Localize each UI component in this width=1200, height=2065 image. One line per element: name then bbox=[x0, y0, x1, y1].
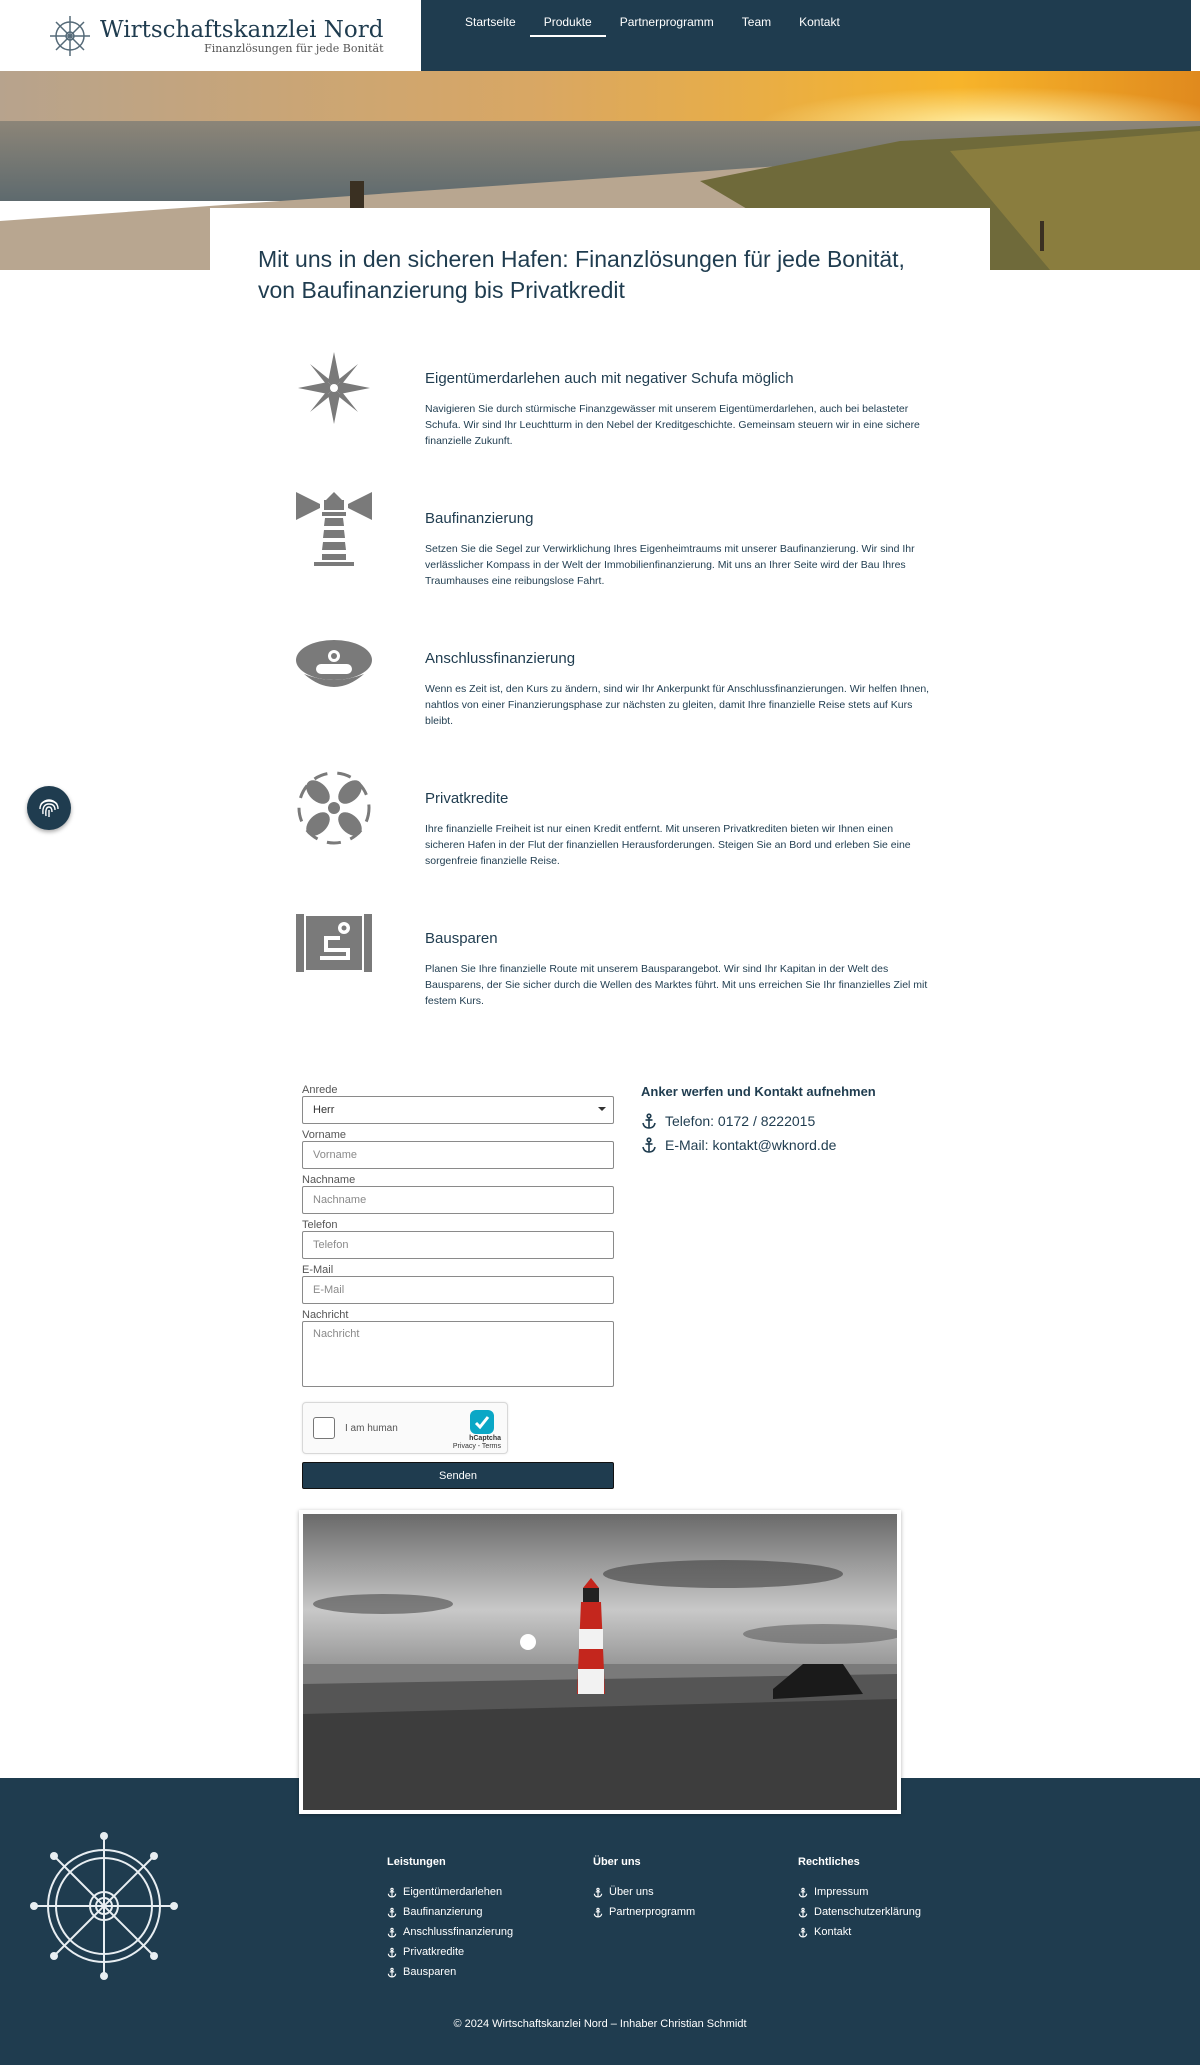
anchor-icon bbox=[593, 1907, 603, 1918]
captain-hat-icon bbox=[296, 630, 372, 706]
brand-title: Wirtschaftskanzlei Nord bbox=[100, 16, 384, 43]
service-title: Baufinanzierung bbox=[425, 510, 534, 527]
footer-link-text: Anschlussfinanzierung bbox=[403, 1926, 514, 1938]
nav-link-team[interactable]: Team bbox=[741, 15, 772, 29]
service-list bbox=[296, 350, 936, 1050]
nav-item-partnerprogramm[interactable] bbox=[606, 15, 728, 37]
contact-info bbox=[641, 1084, 961, 1161]
firstname-label: Vorname bbox=[302, 1129, 347, 1141]
service-item bbox=[296, 350, 936, 490]
content-header bbox=[210, 208, 990, 306]
map-icon bbox=[296, 910, 372, 986]
footer-heading: Rechtliches bbox=[798, 1856, 860, 1868]
footer-link[interactable] bbox=[387, 1886, 513, 1898]
anchor-icon bbox=[387, 1947, 397, 1958]
lighthouse-icon bbox=[296, 490, 372, 566]
firstname-input[interactable] bbox=[302, 1141, 614, 1169]
footer-link-text: Über uns bbox=[609, 1886, 654, 1898]
message-label: Nachricht bbox=[302, 1309, 349, 1321]
footer-link[interactable] bbox=[387, 1926, 513, 1938]
footer-link-text: Impressum bbox=[814, 1886, 869, 1898]
footer-link-text: Eigentümerdarlehen bbox=[403, 1886, 503, 1898]
anchor-icon bbox=[798, 1927, 808, 1938]
nav-link-startseite[interactable]: Startseite bbox=[465, 15, 516, 29]
captcha-brand-name: hCaptcha bbox=[469, 1435, 501, 1442]
logo[interactable] bbox=[0, 0, 421, 71]
compass-rose-icon bbox=[296, 350, 372, 426]
anchor-icon bbox=[387, 1907, 397, 1918]
service-item bbox=[296, 770, 936, 910]
service-title: Privatkredite bbox=[425, 790, 509, 807]
service-text: Wenn es Zeit ist, den Kurs zu ändern, sind wir Ihr Ankerpunkt für Anschlussfinanzierungen. Wir helfen Ihnen, nahtlos von einer Finanzierungsphase zur nächsten zu gleiten, damit Ihre finanzielle Reise stets auf Kurs bleibt. bbox=[425, 683, 930, 727]
footer-link[interactable] bbox=[593, 1886, 695, 1898]
footer-column-leistungen bbox=[387, 1856, 513, 1986]
salutation-value: Herr bbox=[313, 1104, 335, 1116]
anchor-icon bbox=[387, 1927, 397, 1938]
footer-column-ueber-uns bbox=[593, 1856, 695, 1926]
nav-link-kontakt[interactable]: Kontakt bbox=[799, 15, 840, 29]
nav-link-partnerprogramm[interactable]: Partnerprogramm bbox=[619, 15, 714, 29]
anchor-icon bbox=[641, 1113, 657, 1129]
ship-wheel-icon bbox=[30, 1832, 178, 1980]
captcha-links[interactable]: Privacy - Terms bbox=[452, 1443, 501, 1450]
footer-link[interactable] bbox=[798, 1906, 921, 1918]
message-textarea[interactable] bbox=[302, 1321, 614, 1387]
salutation-select[interactable] bbox=[302, 1096, 614, 1124]
footer-column-rechtliches bbox=[798, 1856, 921, 1946]
propeller-icon bbox=[296, 770, 372, 846]
footer-link-text: Bausparen bbox=[403, 1966, 457, 1978]
footer-link[interactable] bbox=[387, 1946, 513, 1958]
lastname-input[interactable] bbox=[302, 1186, 614, 1214]
contact-heading: Anker werfen und Kontakt aufnehmen bbox=[641, 1084, 876, 1099]
anchor-icon bbox=[387, 1887, 397, 1898]
service-text: Ihre finanzielle Freiheit ist nur einen Kredit entfernt. Mit unseren Privatkrediten bieten wir Ihnen einen sicheren Hafen in der Flut der finanziellen Herausforderungen. Steigen Sie an Bord und erleben Sie eine sorgenfreie finanzielle Reise. bbox=[425, 823, 911, 867]
nav-item-team[interactable] bbox=[728, 15, 785, 37]
brand-subtitle: Finanzlösungen für jede Bonität bbox=[204, 41, 384, 55]
email-label: E-Mail bbox=[302, 1264, 334, 1276]
footer-heading: Über uns bbox=[593, 1856, 641, 1868]
lastname-label: Nachname bbox=[302, 1174, 356, 1186]
captcha-brand bbox=[453, 1435, 501, 1451]
nav-link-produkte[interactable]: Produkte bbox=[530, 15, 606, 37]
contact-phone[interactable] bbox=[641, 1113, 961, 1129]
service-title: Anschlussfinanzierung bbox=[425, 650, 576, 667]
footer-link-text: Kontakt bbox=[814, 1926, 852, 1938]
nav-item-produkte[interactable] bbox=[530, 15, 606, 37]
footer-link[interactable] bbox=[798, 1886, 921, 1898]
footer-link[interactable] bbox=[387, 1906, 513, 1918]
hcaptcha-logo-icon bbox=[469, 1409, 495, 1435]
chevron-down-icon bbox=[598, 1107, 606, 1111]
captcha-widget bbox=[302, 1402, 508, 1454]
service-title: Bausparen bbox=[425, 930, 498, 947]
service-text: Setzen Sie die Segel zur Verwirklichung Ihres Eigenheimtraums mit unserer Baufinanzierung. Wir sind Ihr verlässlicher Kompass in der Welt der Immobilienfinanzierung. Mit uns an Ihrer Seite wird der Bau Ihres Traumhauses eine reibungslose Fahrt. bbox=[425, 543, 915, 587]
captcha-checkbox[interactable] bbox=[313, 1417, 335, 1439]
contact-email-text: E-Mail: kontakt@wknord.de bbox=[665, 1137, 837, 1153]
footer-link-text: Partnerprogramm bbox=[609, 1906, 696, 1918]
copyright: © 2024 Wirtschaftskanzlei Nord – Inhaber Christian Schmidt bbox=[453, 2018, 747, 2030]
privacy-settings-button[interactable] bbox=[27, 786, 71, 830]
footer-link-text: Privatkredite bbox=[403, 1946, 465, 1958]
footer-link[interactable] bbox=[387, 1966, 513, 1978]
service-text: Navigieren Sie durch stürmische Finanzgewässer mit unserem Eigentümerdarlehen, auch bei belasteter Schufa. Wir sind Ihr Leuchtturm in den Nebel der Kreditgeschichte. Gemeinsam steuern wir in eine sichere finanzielle Zukunft. bbox=[425, 403, 920, 447]
nav-item-startseite[interactable] bbox=[451, 15, 530, 37]
footer-link-text: Datenschutzerklärung bbox=[814, 1906, 922, 1918]
nav-item-kontakt[interactable] bbox=[785, 15, 854, 37]
footer-link-text: Baufinanzierung bbox=[403, 1906, 483, 1918]
anchor-icon bbox=[798, 1887, 808, 1898]
contact-phone-text: Telefon: 0172 / 8222015 bbox=[665, 1113, 816, 1129]
service-title: Eigentümerdarlehen auch mit negativer Schufa möglich bbox=[425, 370, 794, 387]
contact-form bbox=[302, 1084, 614, 1489]
fingerprint-icon bbox=[36, 795, 62, 821]
email-input[interactable] bbox=[302, 1276, 614, 1304]
ship-wheel-icon bbox=[48, 14, 92, 58]
contact-email[interactable] bbox=[641, 1137, 961, 1153]
service-item bbox=[296, 490, 936, 630]
phone-label: Telefon bbox=[302, 1219, 338, 1231]
footer-link[interactable] bbox=[798, 1926, 921, 1938]
anchor-icon bbox=[641, 1137, 657, 1153]
phone-input[interactable] bbox=[302, 1231, 614, 1259]
service-item bbox=[296, 630, 936, 770]
anchor-icon bbox=[387, 1967, 397, 1978]
footer-heading: Leistungen bbox=[387, 1856, 446, 1868]
service-item bbox=[296, 910, 936, 1050]
anchor-icon bbox=[593, 1887, 603, 1898]
main-nav bbox=[421, 0, 1191, 71]
site-footer bbox=[0, 1778, 1200, 2065]
captcha-label: I am human bbox=[345, 1423, 398, 1434]
salutation-label: Anrede bbox=[302, 1084, 338, 1096]
footer-link[interactable] bbox=[593, 1906, 695, 1918]
service-text: Planen Sie Ihre finanzielle Route mit unserem Bausparangebot. Wir sind Ihr Kapitan in der Welt des Bausparens, der Sie sicher durch die Wellen des Marktes führt. Mit uns erreichen Sie Ihr finanzielles Ziel mit festem Kurs. bbox=[425, 963, 928, 1007]
lighthouse-photo bbox=[299, 1510, 901, 1814]
submit-button[interactable]: Senden bbox=[302, 1462, 614, 1489]
anchor-icon bbox=[798, 1907, 808, 1918]
salutation-select-wrapper bbox=[302, 1096, 614, 1124]
page-title: Mit uns in den sicheren Hafen: Finanzlösungen für jede Bonität, von Baufinanzierung bis Privatkredit bbox=[258, 246, 905, 303]
site-header bbox=[0, 0, 1200, 71]
